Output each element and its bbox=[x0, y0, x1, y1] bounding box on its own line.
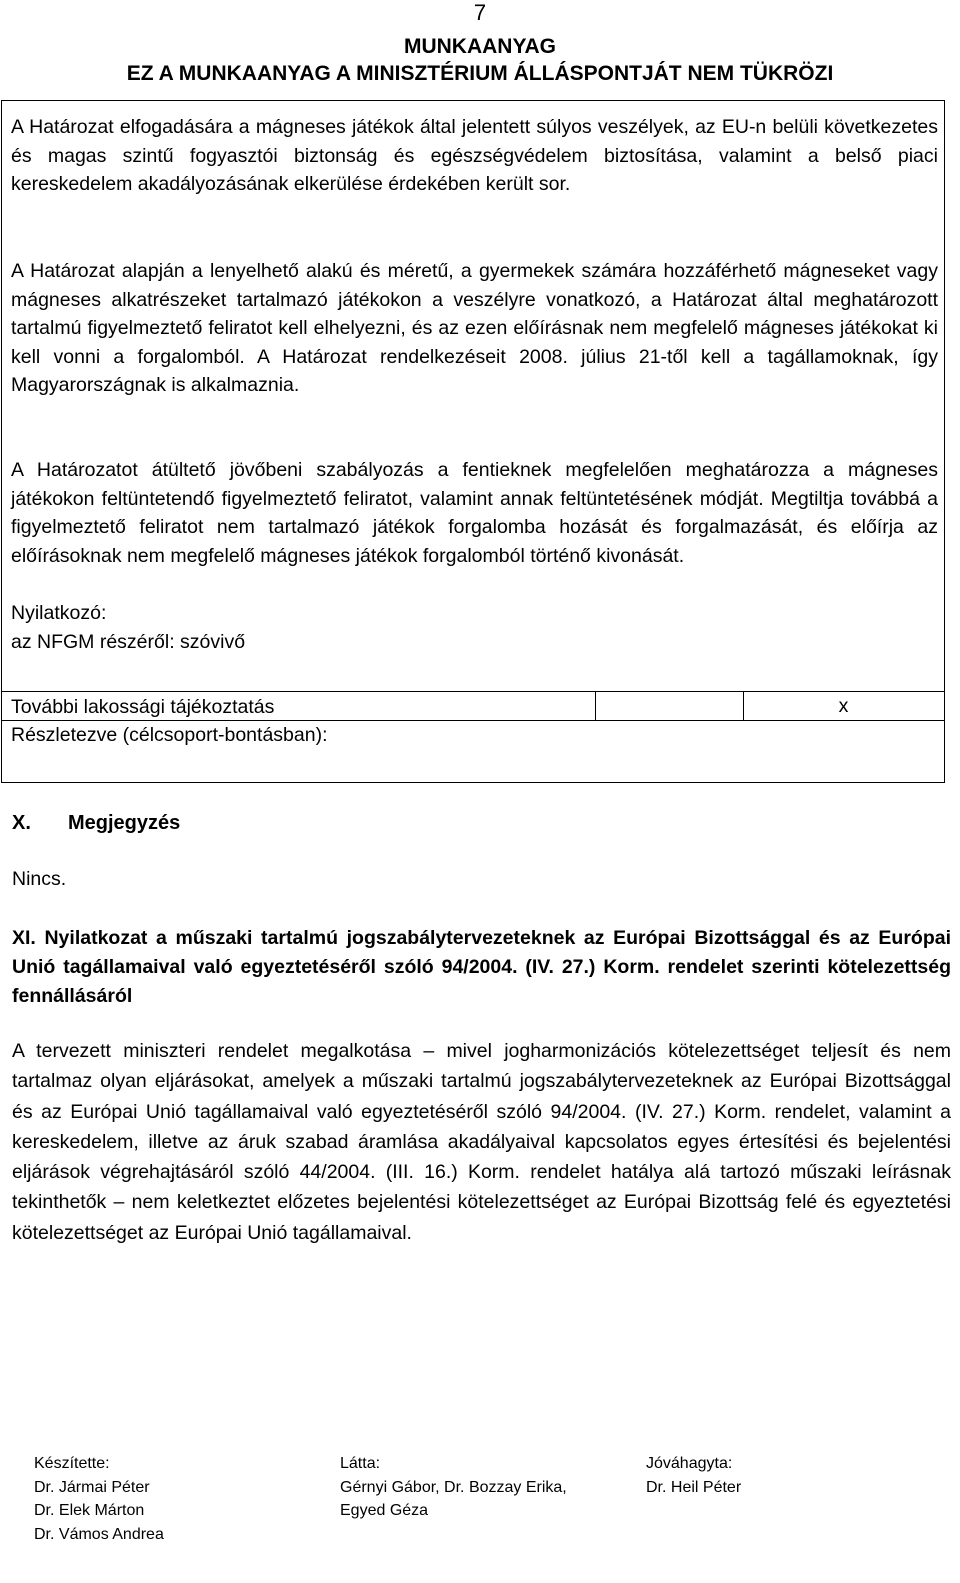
draft-heading: MUNKAANYAG bbox=[403, 35, 557, 58]
signature-approved-by bbox=[646, 1452, 741, 1499]
section-xi-body: A tervezett miniszteri rendelet megalkotása – mivel jogharmonizációs kötelezettséget teljesít és nem tartalmaz olyan eljárásokat, amelyek a műszaki tartalmú jogszabálytervezeteknek az Európai Bizottsággal és az Európai Unió tagállamaival való egyeztetéséről szóló 94/2004. (IV. 27.) Korm. rendelet, valamint a kereskedelem, illetve az áruk szabad áramlása akadályaival kapcsolatos egyes értesítési és bejelentési eljárások végrehajtásáról szóló 44/2004. (III. 16.) Korm. rendelet hatálya alá tartozó műszaki leírásnak tekinthetők – nem keletkeztet előzetes bejelentési kötelezettséget az Európai Bizottság felé és egyeztetési kötelezettséget az Európai Unió tagállamaival. bbox=[12, 1040, 951, 1244]
approved-by-name: Dr. Heil Péter bbox=[646, 1478, 742, 1496]
paragraph-future-regulation: A Határozatot átültető jövőbeni szabályozás a fentieknek megfelelően meghatározza a mágneses játékokon feltüntetendő figyelmeztető feliratot, valamint annak feltüntetésének módját. Megtiltja továbbá a figyelmeztető feliratot nem tartalmazó játékok forgalomba hozását és forgalmazását, és előírja az előírásoknak nem megfelelő mágneses játékok forgalomból történő kivonását. bbox=[11, 459, 938, 567]
section-x-title: Megjegyzés bbox=[68, 812, 181, 834]
cell-divider bbox=[595, 692, 596, 721]
prepared-by-name: Dr. Elek Márton bbox=[34, 1502, 145, 1519]
public-info-row bbox=[2, 691, 944, 721]
section-xi-number: XI. bbox=[12, 927, 36, 949]
draft-disclaimer: EZ A MUNKAANYAG A MINISZTÉRIUM ÁLLÁSPONTJÁT NEM TÜKRÖZI bbox=[126, 62, 834, 85]
target-group-breakdown-label: Részletezve (célcsoport-bontásban): bbox=[11, 724, 328, 746]
section-xi-title: Nyilatkozat a műszaki tartalmú jogszabálytervezeteknek az Európai Bizottsággal és az Európai Unió tagállamaival való egyeztetéséről szóló 94/2004. (IV. 27.) Korm. rendelet szerinti kötelezettség fennállásáról bbox=[12, 927, 951, 1007]
section-x-heading bbox=[12, 810, 180, 836]
signature-reviewed-by bbox=[340, 1452, 567, 1523]
reviewed-by-name: Gérnyi Gábor, Dr. Bozzay Erika, bbox=[340, 1478, 567, 1496]
prepared-by-name: Dr. Jármai Péter bbox=[34, 1478, 150, 1496]
reviewed-by-label: Látta: bbox=[340, 1455, 381, 1472]
paragraph-purpose: A Határozat elfogadására a mágneses játékok által jelentett súlyos veszélyek, az EU-n belüli következetes és magas szintű fogyasztói biztonság és egészségvédelem biztosítása, valamint a belső piaci kereskedelem akadályozásának elkerülése érdekében került sor. bbox=[11, 116, 938, 196]
section-xi-heading bbox=[12, 924, 951, 1011]
prepared-by-name: Dr. Vámos Andrea bbox=[34, 1525, 164, 1543]
section-x-body: Nincs. bbox=[12, 868, 67, 890]
approved-by-label: Jóváhagyta: bbox=[646, 1455, 733, 1472]
content-box bbox=[1, 100, 945, 783]
public-info-mark: x bbox=[838, 695, 849, 717]
spokesperson-value: az NFGM részéről: szóvivő bbox=[11, 631, 246, 653]
spokesperson-label: Nyilatkozó: bbox=[11, 602, 107, 624]
section-x-number: X. bbox=[12, 812, 31, 834]
public-info-label: További lakossági tájékoztatás bbox=[11, 696, 275, 718]
reviewed-by-name: Egyed Géza bbox=[340, 1502, 429, 1519]
prepared-by-label: Készítette: bbox=[34, 1455, 110, 1472]
page-number: 7 bbox=[473, 0, 487, 25]
paragraph-requirements: A Határozat alapján a lenyelhető alakú és méretű, a gyermekek számára hozzáférhető mágneseket vagy mágneses alkatrészeket tartalmazó játékokon a veszélyre vonatkozó, a Határozat által meghatározott tartalmú figyelmeztető feliratot kell elhelyezni, és az ezen előírásnak nem megfelelő mágneses játékokat ki kell vonni a forgalomból. A Határozat rendelkezéseit 2008. július 21-től kell a tagállamoknak, így Magyarországnak is alkalmaznia. bbox=[11, 260, 938, 397]
signature-prepared-by bbox=[34, 1452, 164, 1546]
